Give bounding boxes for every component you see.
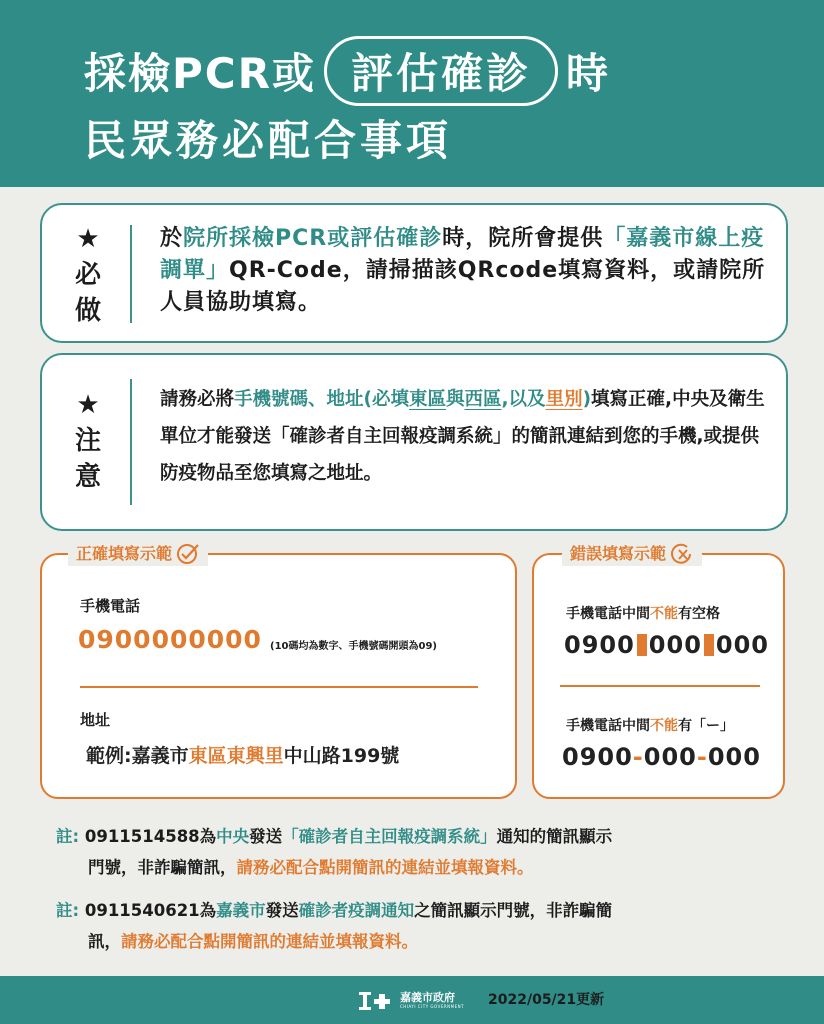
title-text-post: 時	[565, 49, 610, 98]
divider-line	[130, 225, 132, 323]
must-do-label	[70, 221, 106, 329]
footer-bar	[0, 976, 824, 1024]
x-circle-icon	[670, 543, 694, 565]
logo-title: 嘉義市政府	[400, 991, 455, 1004]
address-example: 範例:嘉義市東區東興里中山路199號	[86, 745, 400, 767]
logo-subtitle: CHIAYI CITY GOVERNMENT	[400, 1004, 465, 1009]
must-do-char-1: 必	[74, 260, 101, 290]
notice-char-1: 注	[74, 426, 101, 456]
divider-line	[130, 379, 132, 505]
must-do-char-2: 做	[74, 296, 101, 326]
notice-text: 請務必將手機號碼、地址(必填東區與西區,以及里別)填寫正確,中央及衛生單位才能發送「確診者自主回報疫調系統」的簡訊連結到您的手機,或提供防疫物品至您填寫之地址。	[160, 389, 765, 484]
divider-line	[80, 686, 478, 688]
phone-example: 0900000000	[78, 625, 262, 654]
space-marker	[637, 634, 647, 656]
note-central: 註: 0911514588為中央發送「確診者自主回報疫調系統」通知的簡訊顯示 門號，非詐騙簡訊，請務必配合點開簡訊的連結並填報資料。	[56, 827, 613, 877]
notice-box	[40, 353, 788, 531]
must-do-text: 於院所採檢PCR或評估確診時，院所會提供「嘉義市線上疫調單」QR-Code，請掃描該QRcode填寫資料，或請院所人員協助填寫。	[160, 226, 766, 315]
wrong-rule-1: 手機電話中間不能有空格	[566, 606, 720, 622]
wrong-example-1: 0900 000 000	[564, 631, 770, 659]
wrong-example-2: 0900-000-000	[562, 743, 761, 771]
wrong-example-title: 錯誤填寫示範	[562, 542, 702, 566]
star-icon: ★	[76, 390, 100, 420]
must-do-box	[40, 203, 788, 343]
wrong-rule-2: 手機電話中間不能有「ー」	[566, 718, 734, 734]
star-icon: ★	[76, 224, 100, 254]
phone-label: 手機電話	[80, 597, 141, 615]
notice-label	[70, 387, 106, 495]
space-marker	[704, 634, 714, 656]
title-line-2: 民眾務必配合事項	[84, 116, 453, 165]
title-line-1	[84, 36, 610, 106]
note-city: 註: 0911540621為嘉義市發送確診者疫調通知之簡訊顯示門號，非詐騙簡 訊，請務必配合點開簡訊的連結並填報資料。	[56, 901, 613, 951]
notice-char-2: 意	[74, 462, 101, 492]
title-pill: 評估確診	[324, 36, 558, 106]
divider-line	[560, 685, 760, 687]
phone-hint: (10碼均為數字、手機號碼開頭為09)	[270, 641, 437, 652]
city-government-logo	[358, 990, 464, 1012]
address-label: 地址	[80, 711, 111, 729]
correct-example-box	[40, 544, 517, 799]
header-banner	[0, 0, 824, 187]
update-date: 2022/05/21更新	[488, 992, 605, 1008]
chiayi-emblem-icon	[358, 990, 394, 1012]
correct-example-title: 正確填寫示範	[68, 542, 208, 566]
check-circle-icon	[176, 543, 200, 565]
title-text-pre: 採檢PCR或	[84, 49, 316, 98]
wrong-example-box	[532, 544, 785, 799]
